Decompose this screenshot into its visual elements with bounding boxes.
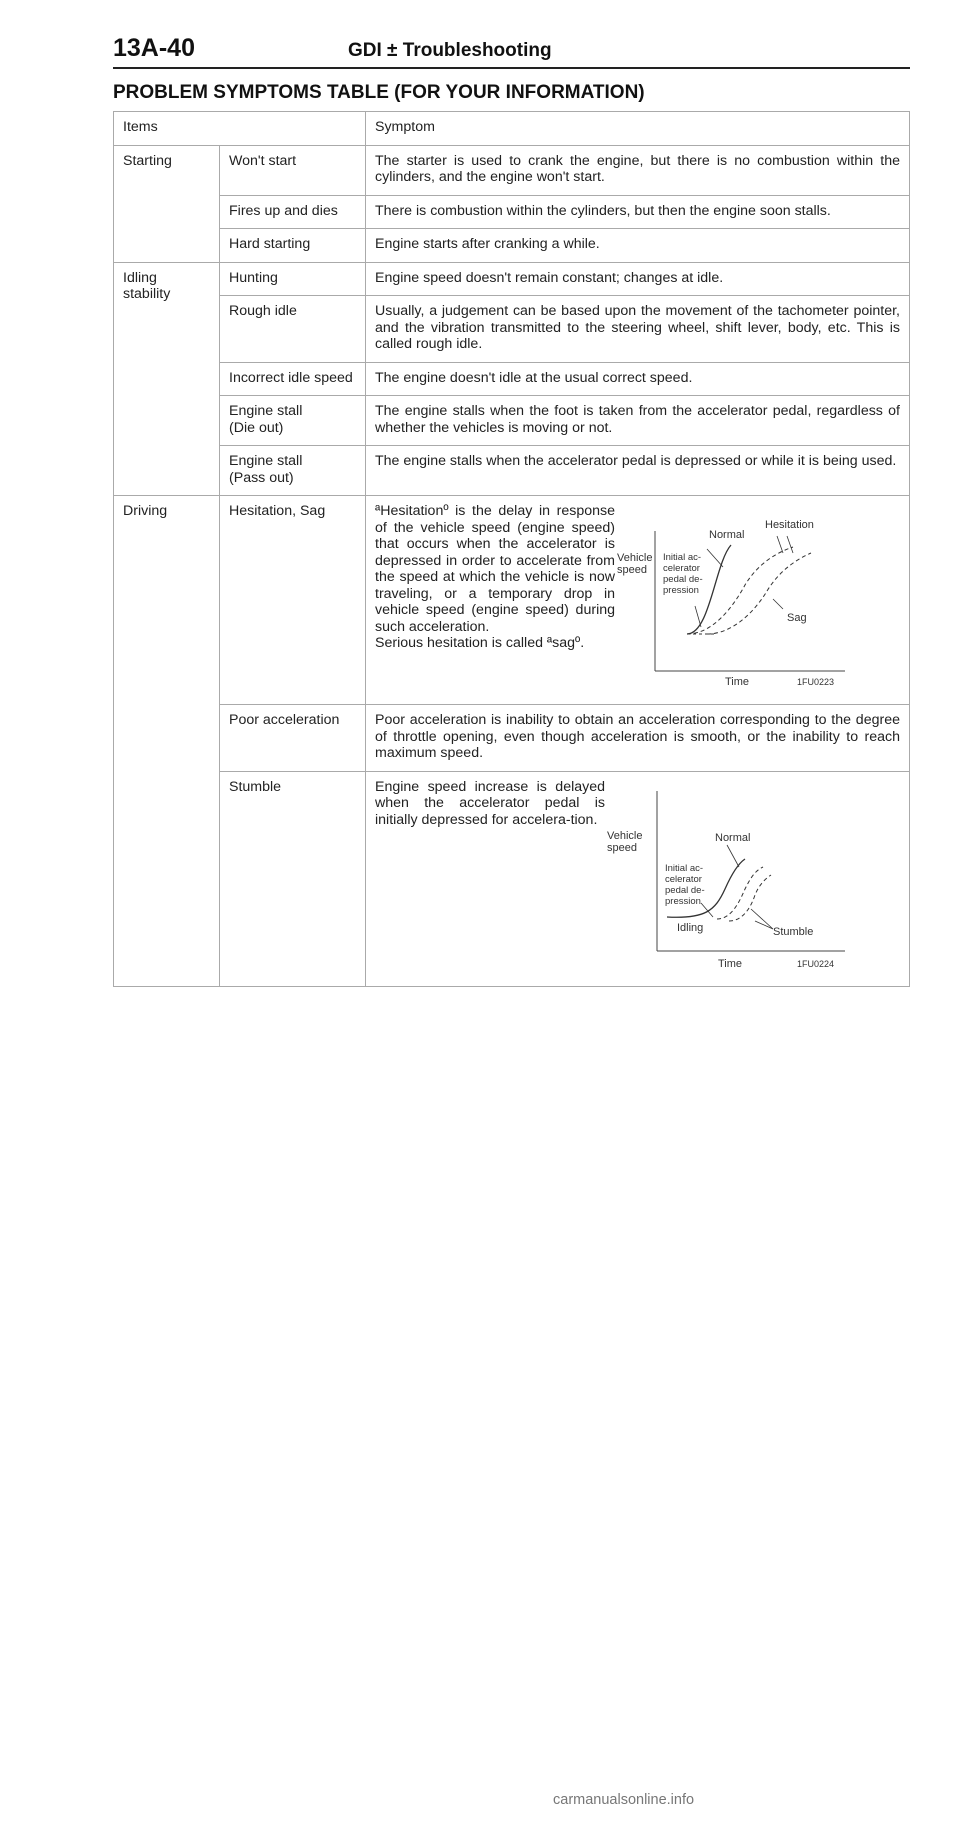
page-number: 13A-40 <box>113 34 195 62</box>
category-idling-stability <box>114 262 220 496</box>
item-incorrect-idle-speed: Incorrect idle speed <box>220 362 366 396</box>
stb-label-initial-1: Initial ac- <box>665 862 704 874</box>
item-engine-stall-die-line1: Engine stall <box>229 403 303 419</box>
column-header-items: Items <box>114 112 366 146</box>
item-poor-acceleration: Poor acceleration <box>220 705 366 772</box>
table-row <box>114 705 910 772</box>
item-hesitation-sag: Hesitation, Sag <box>220 496 366 705</box>
symptom-fires-up-and-dies: There is combustion within the cylinders, but then the engine soon stalls. <box>366 195 910 229</box>
section-title: PROBLEM SYMPTOMS TABLE (FOR YOUR INFORMATION) <box>113 82 645 103</box>
symptom-poor-acceleration: Poor acceleration is inability to obtain an acceleration corresponding to the degree of throttle opening, even though acceleration is smooth, or the inability to reach maximum speed. <box>366 705 910 772</box>
stb-figure-code: 1FU0224 <box>797 958 835 969</box>
symptom-incorrect-idle-speed: The engine doesn't idle at the usual correct speed. <box>366 362 910 396</box>
symptom-hesitation-text: ªHesitationº is the delay in response of the vehicle speed (engine speed) that occurs when the accelerator is depressed in order to accelerate from the speed at which the vehicle is now traveling, or a temporary drop in vehicle speed (engine speed) during such acceleration. <box>375 503 615 635</box>
problem-symptoms-table <box>113 111 910 987</box>
symptom-rough-idle: Usually, a judgement can be based upon the movement of the tachometer pointer, and the vibration transmitted to the steering wheel, shift lever, body, etc. This is called rough idle. <box>366 296 910 363</box>
table-header-row <box>114 112 910 146</box>
header-title: GDI ± Troubleshooting <box>348 40 552 61</box>
hes-y-label-2: speed <box>617 564 647 576</box>
hes-label-initial-3: pedal de- <box>663 574 703 585</box>
hes-label-initial-1: Initial ac- <box>663 552 702 563</box>
symptom-hesitation-sag <box>366 496 910 705</box>
hes-label-normal: Normal <box>709 529 745 541</box>
stb-y-label-1: Vehicle <box>607 829 643 842</box>
item-engine-stall-die-out <box>220 396 366 446</box>
hes-label-initial-2: celerator <box>663 563 700 574</box>
watermark: carmanualsonline.info <box>553 1792 695 1808</box>
symptom-stumble <box>366 771 910 986</box>
hes-label-hesitation: Hesitation <box>765 519 814 531</box>
symptom-sag-text: Serious hesitation is called ªsagº. <box>375 635 585 651</box>
category-idling-line2: stability <box>123 286 171 302</box>
stb-label-stumble: Stumble <box>773 925 814 938</box>
table-row <box>114 262 910 296</box>
category-starting: Starting <box>114 145 220 262</box>
item-engine-stall-pass-line1: Engine stall <box>229 453 303 469</box>
page-header <box>113 34 910 68</box>
stb-label-initial-3: pedal de- <box>665 884 705 896</box>
symptom-hard-starting: Engine starts after cranking a while. <box>366 229 910 263</box>
table-row <box>114 229 910 263</box>
symptom-engine-stall-pass-out: The engine stalls when the accelerator pedal is depressed or while it is being used. <box>366 446 910 496</box>
symptom-wont-start: The starter is used to crank the engine, but there is no combustion within the cylinders, and the engine won't start. <box>366 145 910 195</box>
table-row <box>114 496 910 705</box>
item-fires-up-and-dies: Fires up and dies <box>220 195 366 229</box>
hes-label-sag: Sag <box>787 612 807 624</box>
hes-label-initial-4: pression <box>663 585 699 596</box>
table-row <box>114 296 910 363</box>
category-driving: Driving <box>114 496 220 987</box>
item-hunting: Hunting <box>220 262 366 296</box>
item-hard-starting: Hard starting <box>220 229 366 263</box>
header-rule <box>113 67 910 69</box>
column-header-symptom: Symptom <box>366 112 910 146</box>
stumble-diagram <box>605 779 855 975</box>
table-row <box>114 195 910 229</box>
table-row <box>114 362 910 396</box>
symptom-hunting: Engine speed doesn't remain constant; changes at idle. <box>366 262 910 296</box>
stb-label-initial-2: celerator <box>665 873 702 885</box>
stb-label-normal: Normal <box>715 831 751 844</box>
hesitation-sag-diagram <box>615 503 855 689</box>
stb-x-label: Time <box>718 957 743 970</box>
item-rough-idle: Rough idle <box>220 296 366 363</box>
item-engine-stall-pass-line2: (Pass out) <box>229 469 294 486</box>
table-row <box>114 446 910 496</box>
hes-figure-code: 1FU0223 <box>797 677 835 687</box>
stb-label-idling: Idling <box>677 921 704 934</box>
stb-label-initial-4: pression <box>665 895 701 907</box>
category-idling-line1: Idling <box>123 269 157 286</box>
table-row <box>114 771 910 986</box>
item-stumble: Stumble <box>220 771 366 986</box>
stb-y-label-2: speed <box>607 841 637 854</box>
table-row <box>114 145 910 195</box>
hes-y-label-1: Vehicle <box>617 552 653 564</box>
symptom-engine-stall-die-out: The engine stalls when the foot is taken from the accelerator pedal, regardless of whether the vehicles is moving or not. <box>366 396 910 446</box>
symptom-stumble-text: Engine speed increase is delayed when the accelerator pedal is initially depressed for accelera-tion. <box>375 778 605 828</box>
hes-x-label: Time <box>725 676 750 688</box>
table-row <box>114 396 910 446</box>
item-wont-start: Won't start <box>220 145 366 195</box>
item-engine-stall-die-line2: (Die out) <box>229 419 284 436</box>
item-engine-stall-pass-out <box>220 446 366 496</box>
